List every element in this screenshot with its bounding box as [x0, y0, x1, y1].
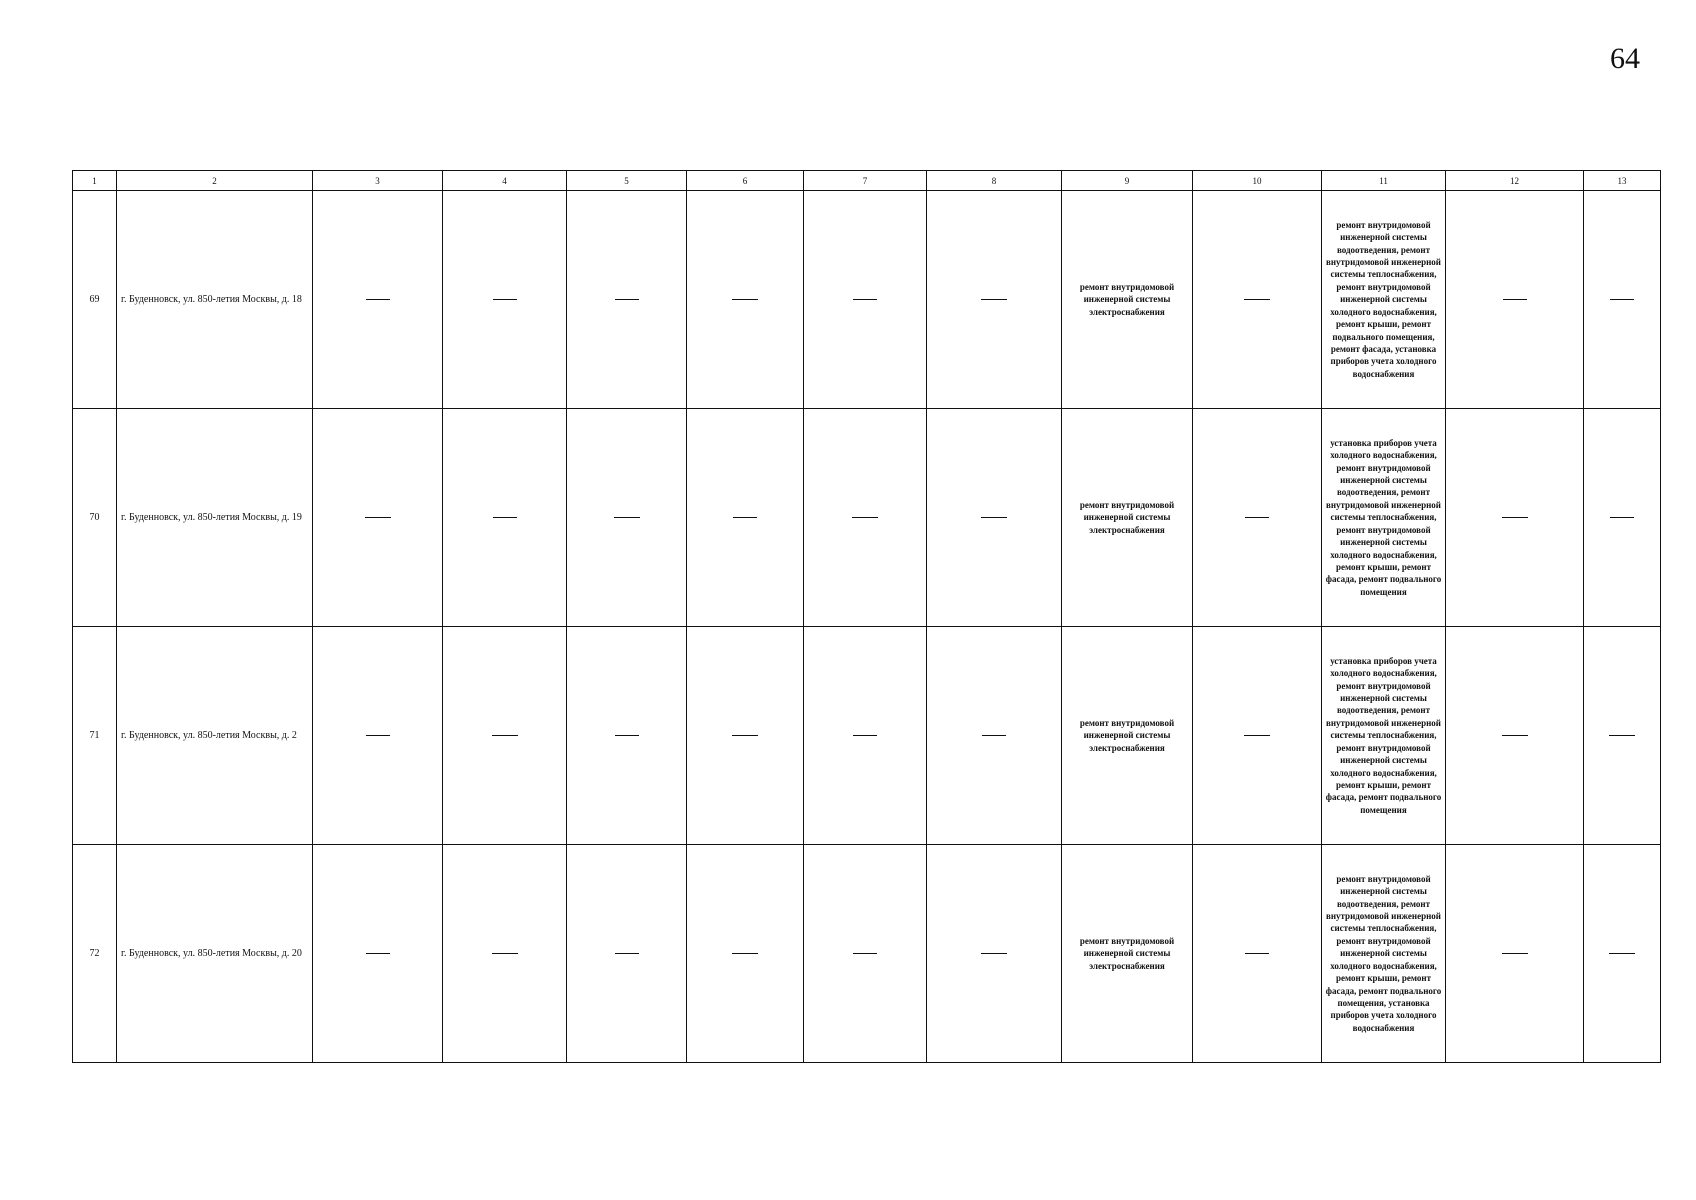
- work-cell-col11: установка приборов учета холодного водоснабжения, ремонт внутридомовой инженерной системы водоотведения, ремонт внутридомовой инженерной системы теплоснабжения, ремонт внутридомовой инженерной системы холодного водоснабжения, ремонт крыши, ремонт фасада, ремонт подвального помещения: [1322, 627, 1446, 845]
- column-number: 2: [117, 171, 313, 191]
- column-number: 12: [1446, 171, 1584, 191]
- column-number: 10: [1193, 171, 1322, 191]
- dash-mark: [614, 517, 640, 518]
- dash-mark: [1502, 953, 1528, 954]
- empty-cell: [567, 627, 687, 845]
- work-cell-col9: ремонт внутридомовой инженерной системы электроснабжения: [1062, 845, 1193, 1063]
- empty-cell: [1584, 409, 1661, 627]
- table-row: [73, 627, 1661, 845]
- dash-mark: [853, 953, 877, 954]
- column-number: 13: [1584, 171, 1661, 191]
- dash-mark: [615, 953, 639, 954]
- address-cell: г. Буденновск, ул. 850-летия Москвы, д. 2: [117, 627, 313, 845]
- dash-mark: [732, 735, 758, 736]
- dash-mark: [365, 517, 391, 518]
- empty-cell: [313, 845, 443, 1063]
- dash-mark: [1245, 517, 1269, 518]
- empty-cell: [687, 845, 804, 1063]
- dash-mark: [1503, 299, 1527, 300]
- row-number: 72: [73, 845, 117, 1063]
- dash-mark: [366, 735, 390, 736]
- empty-cell: [313, 627, 443, 845]
- empty-cell: [1446, 845, 1584, 1063]
- dash-mark: [493, 517, 517, 518]
- dash-mark: [981, 299, 1007, 300]
- dash-mark: [1244, 299, 1270, 300]
- empty-cell: [1446, 627, 1584, 845]
- column-number: 4: [443, 171, 567, 191]
- column-number: 7: [804, 171, 927, 191]
- empty-cell: [1193, 409, 1322, 627]
- empty-cell: [804, 627, 927, 845]
- empty-cell: [1193, 845, 1322, 1063]
- dash-mark: [981, 517, 1007, 518]
- empty-cell: [687, 627, 804, 845]
- address-cell: г. Буденновск, ул. 850-летия Москвы, д. 18: [117, 191, 313, 409]
- dash-mark: [366, 299, 390, 300]
- dash-mark: [853, 735, 877, 736]
- empty-cell: [443, 845, 567, 1063]
- empty-cell: [1584, 845, 1661, 1063]
- column-number: 6: [687, 171, 804, 191]
- work-cell-col9: ремонт внутридомовой инженерной системы электроснабжения: [1062, 409, 1193, 627]
- dash-mark: [1610, 299, 1634, 300]
- repair-schedule-table: [72, 170, 1661, 1063]
- column-number: 3: [313, 171, 443, 191]
- empty-cell: [927, 627, 1062, 845]
- empty-cell: [687, 409, 804, 627]
- column-number: 11: [1322, 171, 1446, 191]
- column-number: 9: [1062, 171, 1193, 191]
- table-row: [73, 845, 1661, 1063]
- dash-mark: [1502, 517, 1528, 518]
- dash-mark: [493, 299, 517, 300]
- dash-mark: [1609, 953, 1635, 954]
- empty-cell: [1584, 627, 1661, 845]
- empty-cell: [313, 191, 443, 409]
- dash-mark: [366, 953, 390, 954]
- dash-mark: [732, 299, 758, 300]
- empty-cell: [1446, 409, 1584, 627]
- empty-cell: [443, 627, 567, 845]
- dash-mark: [981, 953, 1007, 954]
- empty-cell: [804, 409, 927, 627]
- dash-mark: [1245, 953, 1269, 954]
- column-number-row: [73, 171, 1661, 191]
- dash-mark: [1502, 735, 1528, 736]
- address-cell: г. Буденновск, ул. 850-летия Москвы, д. 20: [117, 845, 313, 1063]
- empty-cell: [567, 409, 687, 627]
- empty-cell: [804, 845, 927, 1063]
- work-cell-col11: ремонт внутридомовой инженерной системы водоотведения, ремонт внутридомовой инженерной системы теплоснабжения, ремонт внутридомовой инженерной системы холодного водоснабжения, ремонт крыши, ремонт фасада, ремонт подвального помещения, установка приборов учета холодного водоснабжения: [1322, 845, 1446, 1063]
- dash-mark: [1609, 735, 1635, 736]
- empty-cell: [443, 409, 567, 627]
- dash-mark: [732, 953, 758, 954]
- empty-cell: [804, 191, 927, 409]
- empty-cell: [1193, 627, 1322, 845]
- table-row: [73, 409, 1661, 627]
- work-cell-col9: ремонт внутридомовой инженерной системы электроснабжения: [1062, 627, 1193, 845]
- empty-cell: [927, 191, 1062, 409]
- row-number: 69: [73, 191, 117, 409]
- empty-cell: [1446, 191, 1584, 409]
- empty-cell: [567, 191, 687, 409]
- dash-mark: [492, 953, 518, 954]
- address-cell: г. Буденновск, ул. 850-летия Москвы, д. 19: [117, 409, 313, 627]
- work-cell-col11: ремонт внутридомовой инженерной системы водоотведения, ремонт внутридомовой инженерной системы теплоснабжения, ремонт внутридомовой инженерной системы холодного водоснабжения, ремонт крыши, ремонт подвального помещения, ремонт фасада, установка приборов учета холодного водоснабжения: [1322, 191, 1446, 409]
- row-number: 71: [73, 627, 117, 845]
- dash-mark: [733, 517, 757, 518]
- empty-cell: [687, 191, 804, 409]
- column-number: 1: [73, 171, 117, 191]
- page-number: 64: [1610, 42, 1640, 75]
- row-number: 70: [73, 409, 117, 627]
- dash-mark: [492, 735, 518, 736]
- empty-cell: [1193, 191, 1322, 409]
- empty-cell: [443, 191, 567, 409]
- dash-mark: [852, 517, 878, 518]
- dash-mark: [853, 299, 877, 300]
- work-cell-col9: ремонт внутридомовой инженерной системы электроснабжения: [1062, 191, 1193, 409]
- dash-mark: [1244, 735, 1270, 736]
- empty-cell: [1584, 191, 1661, 409]
- dash-mark: [615, 299, 639, 300]
- column-number: 5: [567, 171, 687, 191]
- empty-cell: [567, 845, 687, 1063]
- empty-cell: [313, 409, 443, 627]
- dash-mark: [1610, 517, 1634, 518]
- dash-mark: [615, 735, 639, 736]
- empty-cell: [927, 409, 1062, 627]
- empty-cell: [927, 845, 1062, 1063]
- column-number: 8: [927, 171, 1062, 191]
- work-cell-col11: установка приборов учета холодного водоснабжения, ремонт внутридомовой инженерной системы водоотведения, ремонт внутридомовой инженерной системы теплоснабжения, ремонт внутридомовой инженерной системы холодного водоснабжения, ремонт крыши, ремонт фасада, ремонт подвального помещения: [1322, 409, 1446, 627]
- dash-mark: [982, 735, 1006, 736]
- table-row: [73, 191, 1661, 409]
